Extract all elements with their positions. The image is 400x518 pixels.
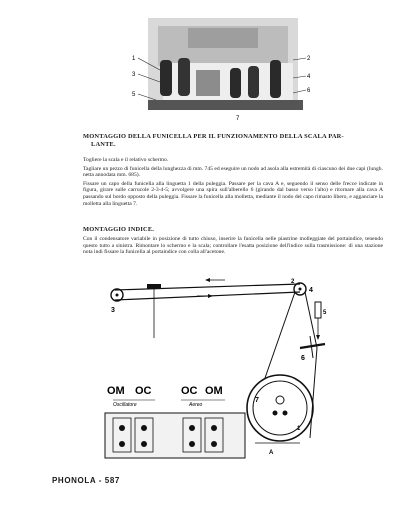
pulley-label-3: 3	[111, 307, 115, 314]
pulley-label-a: A	[269, 450, 274, 456]
photo-label-6: 6	[307, 88, 311, 94]
section1-paragraph-1: Togliere la scala e il relativo schermo.	[83, 157, 169, 163]
pulley-label-7: 7	[255, 397, 259, 404]
pulley-label-2: 2	[291, 279, 295, 285]
switch-label-om-left: OM	[107, 385, 125, 397]
section1-body	[83, 157, 383, 207]
section2-title: MONTAGGIO INDICE.	[83, 226, 155, 233]
section1-title	[83, 133, 383, 148]
pulley-label-6: 6	[301, 355, 305, 362]
photo-label-2: 2	[307, 56, 311, 62]
section1-title-line1: MONTAGGIO DELLA FUNICELLA PER IL FUNZIONAMENTO DELLA SCALA PAR-	[83, 133, 344, 140]
switch-label-om-right: OM	[205, 385, 223, 397]
section1-paragraph-3: Fissare un capo della funicella alla linguetta 1 della puleggia. Passare per la cava A e, seguendo il senso delle frecce indicate in figura, girare sulle carrucole 2-3-4-5; avvolgere una spira sull'alberello 6 (girando dal basso verso l'alto) e ritornare alla cava A passando sul bordo opposto della puleggia. Fissare la funicella alla molletta, mediante il nodo del capo rimasto libero, e agganciare la molletta alla linguetta 7.	[83, 180, 383, 207]
group-label-oscillatore: Oscillatore	[113, 402, 137, 408]
photo-label-5: 5	[132, 92, 136, 98]
pulley-label-1: 1	[297, 426, 301, 432]
photo-label-4: 4	[307, 74, 311, 80]
photo-label-7: 7	[236, 116, 240, 122]
section1-paragraph-2: Tagliare un pezzo di funicella della lunghezza di mm. 745 ed eseguire un nodo ad asola alla estremità di ciascuno dei due capi (lungh. netta annodata mm. 685).	[83, 165, 383, 179]
pulley-label-4: 4	[309, 287, 313, 294]
group-label-aereo: Aereo	[189, 402, 203, 408]
section2-paragraph-1: Con il condensatore variabile in posizione di tutto chiuso, inserire la funicella nelle piastrine molleggiate del portaindice, tenendo questo tutto a sinistra. Rimontare lo schermo e la scala; controllare l'esatta posizione dell'indice sulla trasmissione: di una stazione nota indi fissare la funicella al portaindice con colla all'acetone.	[83, 236, 383, 256]
photo-label-3: 3	[132, 72, 136, 78]
photo-label-1: 1	[132, 56, 136, 62]
section2-body	[83, 236, 383, 256]
pulley-label-5: 5	[323, 310, 327, 316]
page-footer: PHONOLA - 587	[52, 476, 120, 485]
section1-title-line2: LANTE.	[91, 140, 116, 148]
switch-label-oc-left: OC	[135, 385, 152, 397]
cord-diagram	[95, 278, 345, 463]
chassis-photo	[118, 8, 318, 128]
switch-label-oc-right: OC	[181, 385, 198, 397]
